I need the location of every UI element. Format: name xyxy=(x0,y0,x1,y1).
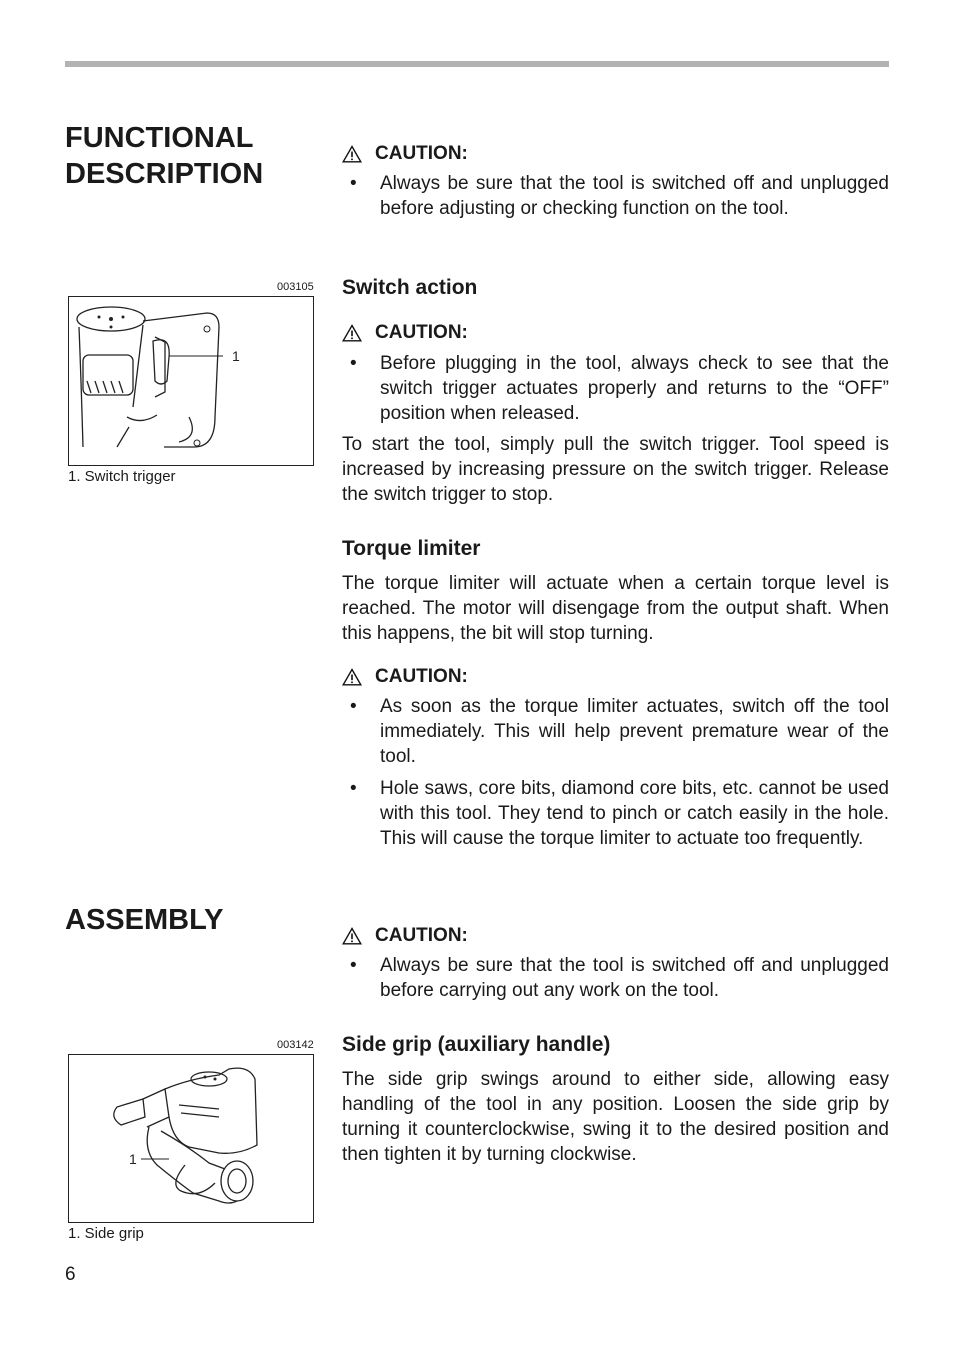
figure-switch-trigger xyxy=(68,296,314,466)
caution-heading xyxy=(342,925,468,947)
rotary-hammer-illustration xyxy=(69,1055,312,1221)
side-grip-body: The side grip swings around to either side, allowing easy handling of the tool in any position. Loosen the side grip by turning it counterclockwise, swing it to the desired position and then tighten it by turning clockwise. xyxy=(342,1069,889,1165)
page-number: 6 xyxy=(65,1264,76,1285)
bullet-dot: • xyxy=(350,955,357,976)
title-line-2: DESCRIPTION xyxy=(65,158,264,190)
caution-label: CAUTION: xyxy=(375,322,468,343)
header-rule xyxy=(65,61,889,67)
caution-label: CAUTION: xyxy=(375,666,468,687)
bullet-dot: • xyxy=(350,696,357,717)
heading-side-grip: Side grip (auxiliary handle) xyxy=(342,1033,611,1056)
drill-handle-illustration xyxy=(69,297,312,464)
caution-bullet xyxy=(342,171,889,221)
torque-limiter-body: The torque limiter will actuate when a certain torque level is reached. The motor will disengage from the output shaft. When this happens, the bit will stop turning. xyxy=(342,573,889,644)
warning-icon xyxy=(342,324,362,342)
heading-torque-limiter: Torque limiter xyxy=(342,537,481,560)
caution-label: CAUTION: xyxy=(375,143,468,164)
figure-side-grip xyxy=(68,1054,314,1223)
heading-switch-action: Switch action xyxy=(342,276,478,299)
section-title-functional-description xyxy=(65,120,263,192)
figure-code: 003105 xyxy=(277,281,314,293)
bullet-dot: • xyxy=(350,778,357,799)
bullet-dot: • xyxy=(350,173,357,194)
figure-caption: 1. Switch trigger xyxy=(68,468,176,485)
figure-caption: 1. Side grip xyxy=(68,1225,144,1242)
caution-bullet xyxy=(342,351,889,426)
caution-heading xyxy=(342,322,468,344)
callout-number: 1 xyxy=(129,1151,137,1167)
caution-heading xyxy=(342,143,468,165)
caution-bullet xyxy=(342,694,889,769)
bullet-text: Always be sure that the tool is switched off and unplugged before adjusting or checking function on the tool. xyxy=(380,173,889,219)
bullet-text: Always be sure that the tool is switched off and unplugged before carrying out any work on the tool. xyxy=(380,955,889,1001)
warning-icon xyxy=(342,145,362,163)
bullet-text: As soon as the torque limiter actuates, switch off the tool immediately. This will help prevent premature wear of the tool. xyxy=(380,696,889,767)
caution-heading xyxy=(342,666,468,688)
figure-code: 003142 xyxy=(277,1039,314,1051)
bullet-text: Before plugging in the tool, always check to see that the switch trigger actuates properly and returns to the “OFF” position when released. xyxy=(380,353,889,424)
section-title-assembly: ASSEMBLY xyxy=(65,904,224,936)
caution-label: CAUTION: xyxy=(375,925,468,946)
bullet-dot: • xyxy=(350,353,357,374)
callout-number: 1 xyxy=(232,348,240,364)
caution-bullet xyxy=(342,776,889,851)
warning-icon xyxy=(342,927,362,945)
switch-action-body: To start the tool, simply pull the switch trigger. Tool speed is increased by increasing pressure on the switch trigger. Release the switch trigger to stop. xyxy=(342,434,889,505)
bullet-text: Hole saws, core bits, diamond core bits, etc. cannot be used with this tool. They tend to pinch or catch easily in the hole. This will cause the torque limiter to actuate too frequently. xyxy=(380,778,889,849)
warning-icon xyxy=(342,668,362,686)
caution-bullet xyxy=(342,953,889,1003)
title-line-1: FUNCTIONAL xyxy=(65,122,254,154)
